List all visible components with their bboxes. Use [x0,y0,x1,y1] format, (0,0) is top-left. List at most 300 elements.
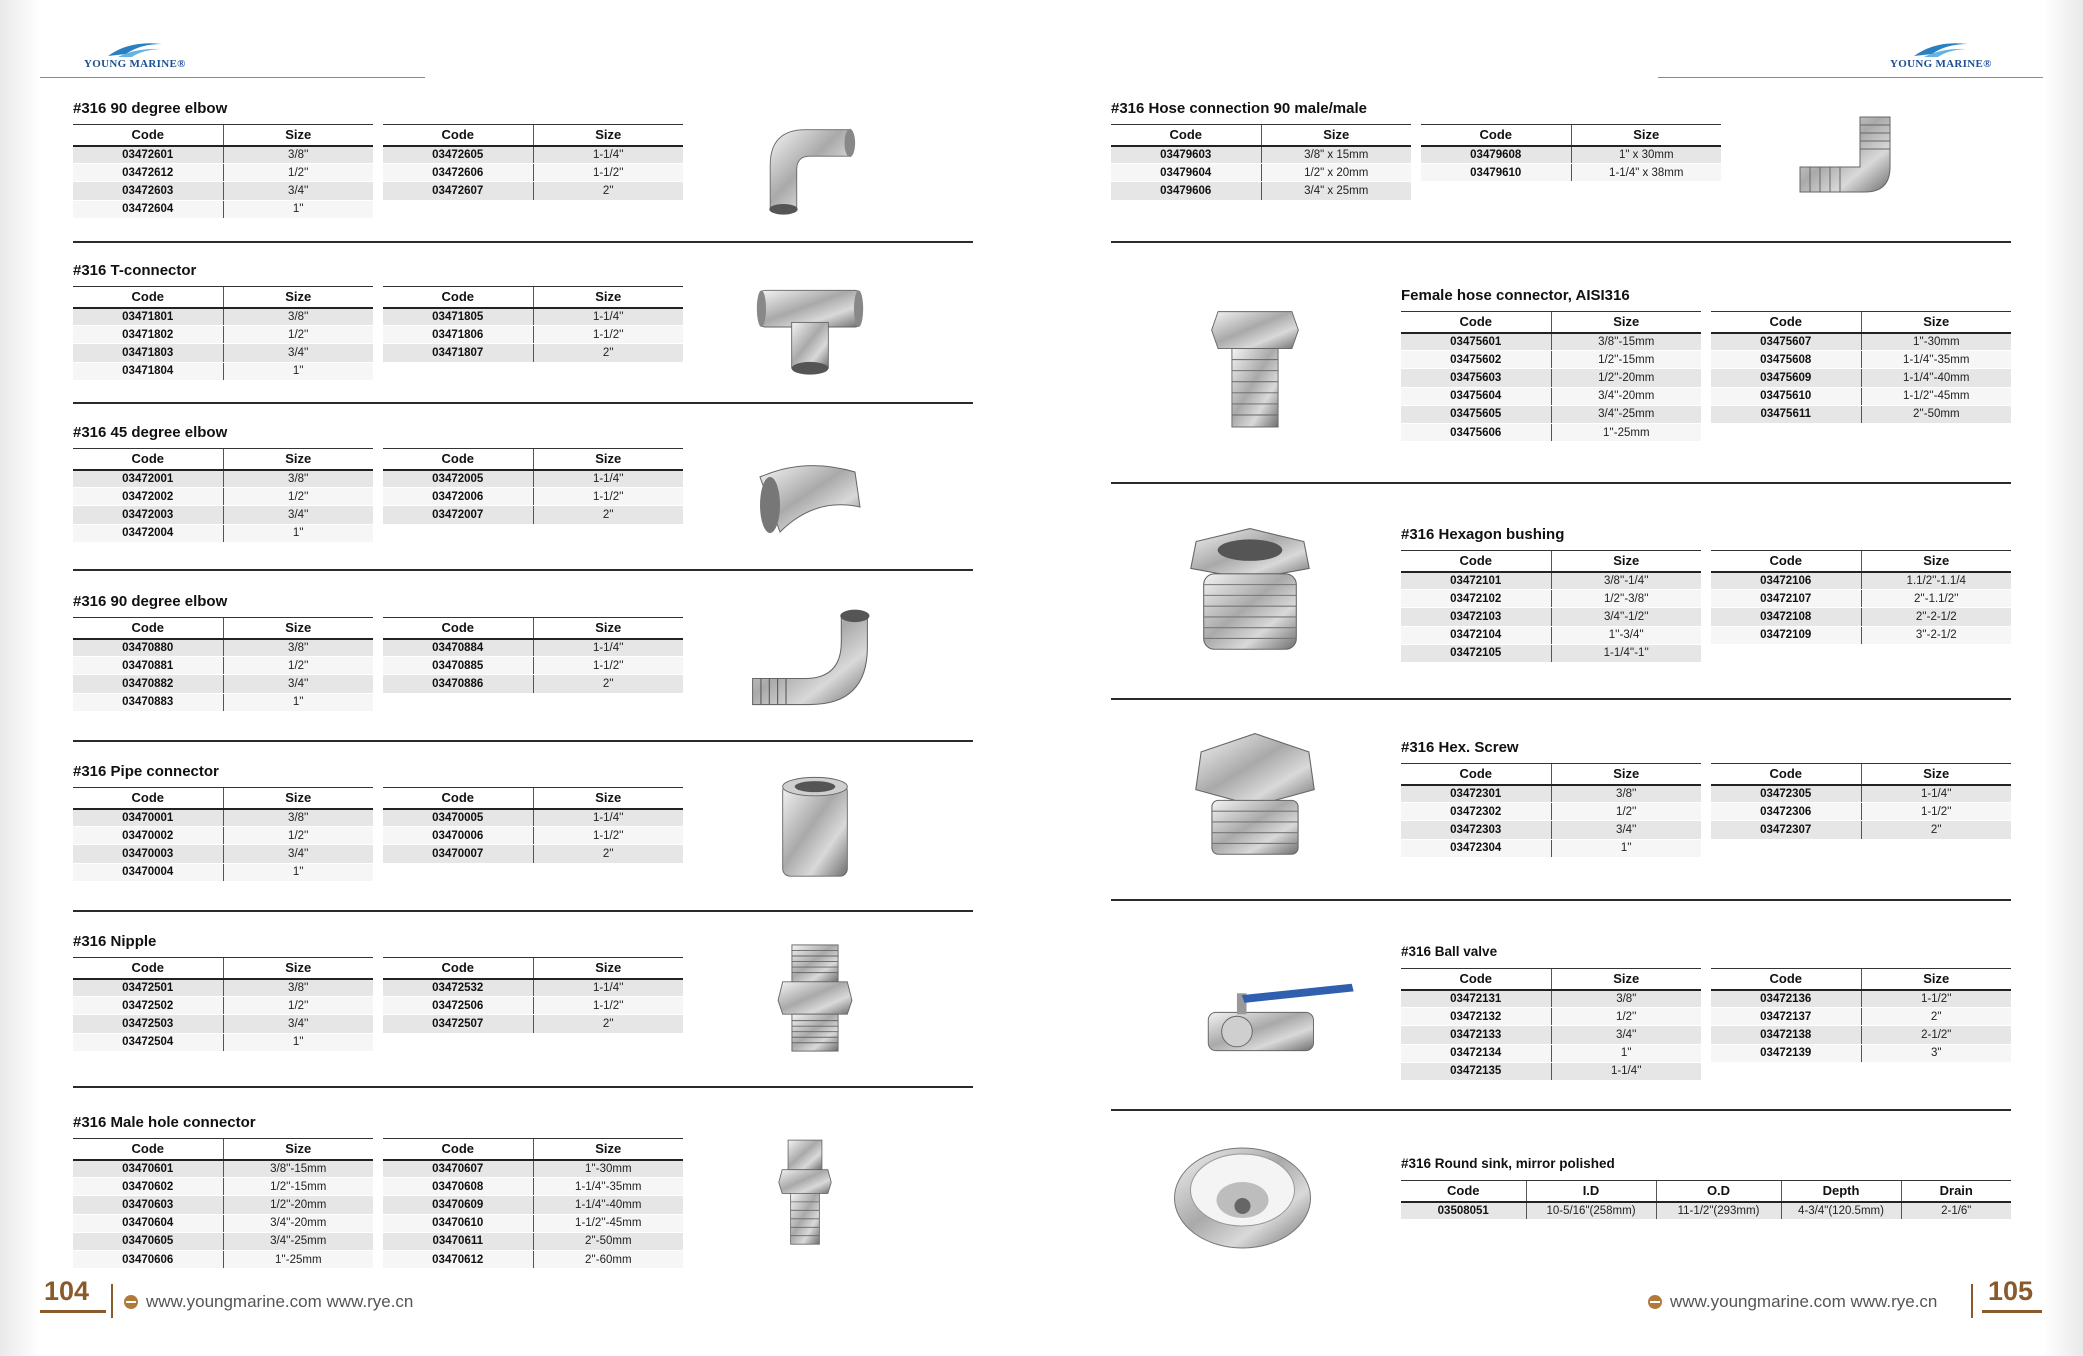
column-header: Code [1401,1181,1526,1202]
code-header: Code [73,125,223,146]
product-code: 03472131 [1401,990,1551,1008]
table-row [73,1015,373,1033]
product-size: 1-1/4''-40mm [533,1196,683,1214]
spec-table-a [1111,124,1411,201]
product-code: 03472502 [73,997,223,1015]
size-header: Size [1551,551,1701,572]
product-size: 2'' [533,675,683,693]
table-row [383,1160,683,1178]
elbow-90-icon [740,112,880,232]
table-row [73,1214,373,1232]
table-row [73,506,373,524]
cell-value: 11-1/2"(293mm) [1656,1202,1781,1220]
table-row [383,1196,683,1214]
table-row [1401,405,1701,423]
product-code: 03472137 [1711,1008,1861,1026]
table-row [1401,423,1701,441]
table-row [1401,644,1701,662]
table-row [1711,608,2011,626]
product-code: 03475601 [1401,333,1551,351]
product-code: 03470880 [73,639,223,657]
product-code: 03472605 [383,146,533,164]
table-row [1711,1044,2011,1062]
table-row [383,488,683,506]
table-row [73,470,373,488]
product-size: 1-1/4''-35mm [533,1178,683,1196]
table-row [73,1160,373,1178]
product-code: 03470004 [73,863,223,881]
table-row [73,1250,373,1268]
table-row [73,979,373,997]
column-header: Drain [1901,1181,2011,1202]
section-title: #316 Hex. Screw [1401,739,1519,756]
product-code: 03470607 [383,1160,533,1178]
product-code: 03475604 [1401,387,1551,405]
product-size: 1/2" x 20mm [1261,164,1411,182]
size-header: Size [1261,125,1411,146]
header-rule-right [1658,77,2043,78]
footer-url-right [1648,1292,1937,1312]
product-size: 1''-30mm [1861,333,2011,351]
brand-logo-right [1890,38,1992,70]
table-row [1711,803,2011,821]
product-size: 1-1/4'' [533,146,683,164]
table-row [1711,785,2011,803]
product-size: 2'' [533,182,683,200]
size-header: Size [1551,764,1701,785]
size-header: Size [223,287,373,308]
table-row [73,657,373,675]
size-header: Size [223,1139,373,1160]
product-code: 03472607 [383,182,533,200]
table-row [1711,1026,2011,1044]
product-size: 1-1/2'' [533,488,683,506]
product-size: 1-1/4'' [1861,785,2011,803]
footer-rule-right [1982,1310,2042,1313]
table-row [73,326,373,344]
cell-value: 03508051 [1401,1202,1526,1220]
footer-bar-left [111,1284,113,1318]
product-size: 2'' [1861,1008,2011,1026]
table-row [1401,1044,1701,1062]
product-code: 03472532 [383,979,533,997]
section-title: #316 Pipe connector [73,763,219,780]
product-size: 3/4'' [223,675,373,693]
spec-table-a [73,448,373,543]
code-header: Code [1401,551,1551,572]
product-code: 03472603 [73,182,223,200]
brand-reg-mark: ® [177,58,186,70]
size-header: Size [533,449,683,470]
product-code: 03471807 [383,344,533,362]
table-row [73,1033,373,1051]
product-code: 03472504 [73,1033,223,1051]
table-row [1401,990,1701,1008]
product-code: 03475607 [1711,333,1861,351]
code-header: Code [73,788,223,809]
table-row [383,308,683,326]
table-row [73,639,373,657]
spec-table-b [383,957,683,1034]
page-number-right: 105 [1988,1276,2034,1306]
product-size: 3/8'' [223,146,373,164]
product-size: 1/2'' [223,997,373,1015]
website-link[interactable]: www.youngmarine.com www.rye.cn [1670,1292,1938,1311]
spec-table-b [1711,550,2011,645]
code-header: Code [1711,312,1861,333]
round-sink-icon [1165,1138,1320,1263]
table-row [1401,333,1701,351]
code-header: Code [1421,125,1571,146]
table-row [383,639,683,657]
product-size: 1/2'' [223,164,373,182]
cell-value: 4-3/4"(120.5mm) [1781,1202,1901,1220]
table-row [73,997,373,1015]
product-code: 03472004 [73,524,223,542]
size-header: Size [533,958,683,979]
table-row [383,997,683,1015]
product-code: 03470883 [73,693,223,711]
product-size: 2-1/2" [1861,1026,2011,1044]
spec-table-b [1421,124,1721,182]
product-code: 03479606 [1111,182,1261,200]
table-row [1711,626,2011,644]
product-code: 03472136 [1711,990,1861,1008]
table-row [1711,387,2011,405]
brand-reg-mark: ® [1983,58,1992,70]
column-header: Depth [1781,1181,1901,1202]
footer-bar-right [1971,1284,1973,1318]
table-row [1401,839,1701,857]
section-divider [73,740,973,742]
cell-value: 10-5/16"(258mm) [1526,1202,1656,1220]
product-code: 03472101 [1401,572,1551,590]
product-size: 2'' [1861,821,2011,839]
product-size: 3/8''-15mm [223,1160,373,1178]
product-code: 03470606 [73,1250,223,1268]
section-divider [73,569,973,571]
product-code: 03472135 [1401,1062,1551,1080]
footer-rule-left [40,1310,106,1313]
product-size: 2'' [533,1015,683,1033]
table-row [383,470,683,488]
product-code: 03472006 [383,488,533,506]
website-link[interactable]: www.youngmarine.com www.rye.cn [146,1292,414,1311]
table-row [1711,369,2011,387]
product-size: 1" x 30mm [1571,146,1721,164]
table-row [383,979,683,997]
size-header: Size [1861,969,2011,990]
section-title: Female hose connector, AISI316 [1401,287,1630,304]
table-row [1711,405,2011,423]
code-header: Code [73,1139,223,1160]
product-code: 03470003 [73,845,223,863]
table-row [383,657,683,675]
product-size: 1-1/4'' [533,979,683,997]
product-code: 03472606 [383,164,533,182]
table-row [1421,146,1721,164]
product-size: 1'' [223,362,373,380]
table-row [73,809,373,827]
section-title: #316 90 degree elbow [73,593,228,610]
product-code: 03472604 [73,200,223,218]
code-header: Code [383,125,533,146]
size-header: Size [533,1139,683,1160]
table-row [383,827,683,845]
product-size: 1'' [223,863,373,881]
code-header: Code [383,618,533,639]
table-row [383,1178,683,1196]
table-row [1401,351,1701,369]
size-header: Size [533,618,683,639]
table-row [383,182,683,200]
size-header: Size [223,125,373,146]
product-size: 2''-2-1/2 [1861,608,2011,626]
product-code: 03472003 [73,506,223,524]
product-code: 03472506 [383,997,533,1015]
table-row [73,1232,373,1250]
product-code: 03472002 [73,488,223,506]
street-elbow-icon [725,595,895,720]
table-row [383,506,683,524]
table-row [73,693,373,711]
product-code: 03470608 [383,1178,533,1196]
size-header: Size [533,788,683,809]
section-divider [73,1086,973,1088]
product-size: 3/4''-25mm [223,1232,373,1250]
product-code: 03470005 [383,809,533,827]
size-header: Size [1551,312,1701,333]
product-code: 03472303 [1401,821,1551,839]
table-row [1401,626,1701,644]
table-row [1401,821,1701,839]
product-size: 2''-60mm [533,1250,683,1268]
product-size: 3/8'' [1551,785,1701,803]
table-row [73,200,373,218]
product-size: 1-1/2'' [533,997,683,1015]
product-code: 03472501 [73,979,223,997]
hex-plug-icon [1185,725,1325,870]
product-size: 1-1/2'' [533,827,683,845]
table-row [1711,351,2011,369]
product-code: 03472005 [383,470,533,488]
section-divider [1111,241,2011,243]
table-row [1401,1026,1701,1044]
product-size: 1'' [223,1033,373,1051]
cell-value: 2-1/6" [1901,1202,2011,1220]
product-size: 2'' [533,506,683,524]
page-number-left: 104 [44,1276,90,1306]
hex-bushing-icon [1180,520,1320,665]
product-size: 1/2''-15mm [223,1178,373,1196]
product-code: 03479610 [1421,164,1571,182]
code-header: Code [1401,969,1551,990]
spec-table-b [383,1138,683,1269]
product-code: 03470610 [383,1214,533,1232]
product-size: 3''-2-1/2 [1861,626,2011,644]
sink-spec-table [1401,1180,2011,1220]
spec-table-b [1711,311,2011,424]
section-title: #316 Round sink, mirror polished [1401,1156,1615,1171]
product-code: 03472106 [1711,572,1861,590]
table-row [383,326,683,344]
table-row [1711,821,2011,839]
section-divider [73,910,973,912]
table-row [73,362,373,380]
table-row [383,146,683,164]
section-divider [73,241,973,243]
table-row [1401,1202,2011,1220]
footer-url-left [124,1292,413,1312]
column-header: O.D [1656,1181,1781,1202]
product-size: 1/2''-20mm [1551,369,1701,387]
product-code: 03479608 [1421,146,1571,164]
pipe-coupling-icon [755,760,875,905]
size-header: Size [1861,312,2011,333]
product-code: 03471803 [73,344,223,362]
section-divider [1111,698,2011,700]
product-code: 03470602 [73,1178,223,1196]
product-code: 03472302 [1401,803,1551,821]
table-row [73,182,373,200]
code-header: Code [73,618,223,639]
product-code: 03472107 [1711,590,1861,608]
product-size: 1/2'' [1551,803,1701,821]
table-row [73,524,373,542]
product-code: 03475611 [1711,405,1861,423]
product-size: 1.1/2''-1.1/4 [1861,572,2011,590]
section-divider [1111,899,2011,901]
table-row [1711,572,2011,590]
product-code: 03472138 [1711,1026,1861,1044]
table-row [73,863,373,881]
code-header: Code [1711,551,1861,572]
table-row [383,809,683,827]
table-row [73,308,373,326]
table-row [1401,1062,1701,1080]
product-size: 1-1/4'' [533,639,683,657]
section-title: #316 T-connector [73,262,197,279]
product-size: 1-1/4''-40mm [1861,369,2011,387]
hose-elbow-icon [1780,102,1910,212]
section-divider [73,402,973,404]
product-size: 3/8''-15mm [1551,333,1701,351]
hex-nipple-icon [755,928,875,1073]
product-size: 2''-50mm [1861,405,2011,423]
product-code: 03470001 [73,809,223,827]
table-row [383,1015,683,1033]
product-size: 1-1/2'' [1861,990,2011,1008]
table-row [1711,590,2011,608]
product-size: 1-1/4''-35mm [1861,351,2011,369]
section-title: #316 Male hole connector [73,1114,256,1131]
product-size: 3/4''-20mm [1551,387,1701,405]
product-code: 03470006 [383,827,533,845]
brand-name: YOUNG MARINE [84,58,178,70]
table-row [73,1178,373,1196]
table-row [1421,164,1721,182]
table-row [1401,369,1701,387]
product-code: 03472503 [73,1015,223,1033]
product-size: 1'' [1551,1044,1701,1062]
spec-table-a [1401,968,1701,1081]
header-rule-left [40,77,425,78]
code-header: Code [1711,969,1861,990]
product-code: 03470609 [383,1196,533,1214]
code-header: Code [383,788,533,809]
product-code: 03470882 [73,675,223,693]
product-size: 3/4'' [223,182,373,200]
product-code: 03475605 [1401,405,1551,423]
product-size: 2'' [533,845,683,863]
spec-table-b [383,787,683,864]
table-row [383,1250,683,1268]
section-title: #316 Ball valve [1401,944,1498,959]
size-header: Size [1861,764,2011,785]
product-code: 03472134 [1401,1044,1551,1062]
product-code: 03475602 [1401,351,1551,369]
wave-icon [100,38,170,60]
code-header: Code [1401,312,1551,333]
table-row [73,675,373,693]
product-code: 03470605 [73,1232,223,1250]
section-title: #316 90 degree elbow [73,100,228,117]
section-title: #316 45 degree elbow [73,424,228,441]
product-code: 03470603 [73,1196,223,1214]
spec-table-a [1401,550,1701,663]
product-code: 03472507 [383,1015,533,1033]
product-size: 1/2'' [223,657,373,675]
product-size: 1/2''-3/8'' [1551,590,1701,608]
product-code: 03475610 [1711,387,1861,405]
size-header: Size [533,287,683,308]
product-code: 03472103 [1401,608,1551,626]
table-row [1401,1008,1701,1026]
globe-icon [1648,1295,1662,1309]
product-code: 03479604 [1111,164,1261,182]
code-header: Code [73,287,223,308]
product-code: 03472102 [1401,590,1551,608]
female-hose-connector-icon [1195,292,1315,447]
product-size: 3/4'' [223,1015,373,1033]
product-size: 1/2'' [223,827,373,845]
table-row [73,488,373,506]
table-row [1401,590,1701,608]
table-row [383,344,683,362]
code-header: Code [1711,764,1861,785]
table-row [383,1232,683,1250]
product-size: 1/2'' [1551,1008,1701,1026]
brand-logo-left [84,38,186,70]
product-code: 03475609 [1711,369,1861,387]
product-size: 1'' [223,693,373,711]
table-row [383,845,683,863]
product-code: 03470885 [383,657,533,675]
product-code: 03471801 [73,308,223,326]
product-code: 03472612 [73,164,223,182]
table-row [73,164,373,182]
tee-connector-icon [735,272,885,387]
product-size: 2''-50mm [533,1232,683,1250]
product-size: 1'' [223,524,373,542]
table-row [1401,608,1701,626]
table-row [383,675,683,693]
table-row [1401,572,1701,590]
spec-table-a [73,957,373,1052]
product-code: 03470886 [383,675,533,693]
product-size: 1-1/4" x 38mm [1571,164,1721,182]
product-code: 03470601 [73,1160,223,1178]
